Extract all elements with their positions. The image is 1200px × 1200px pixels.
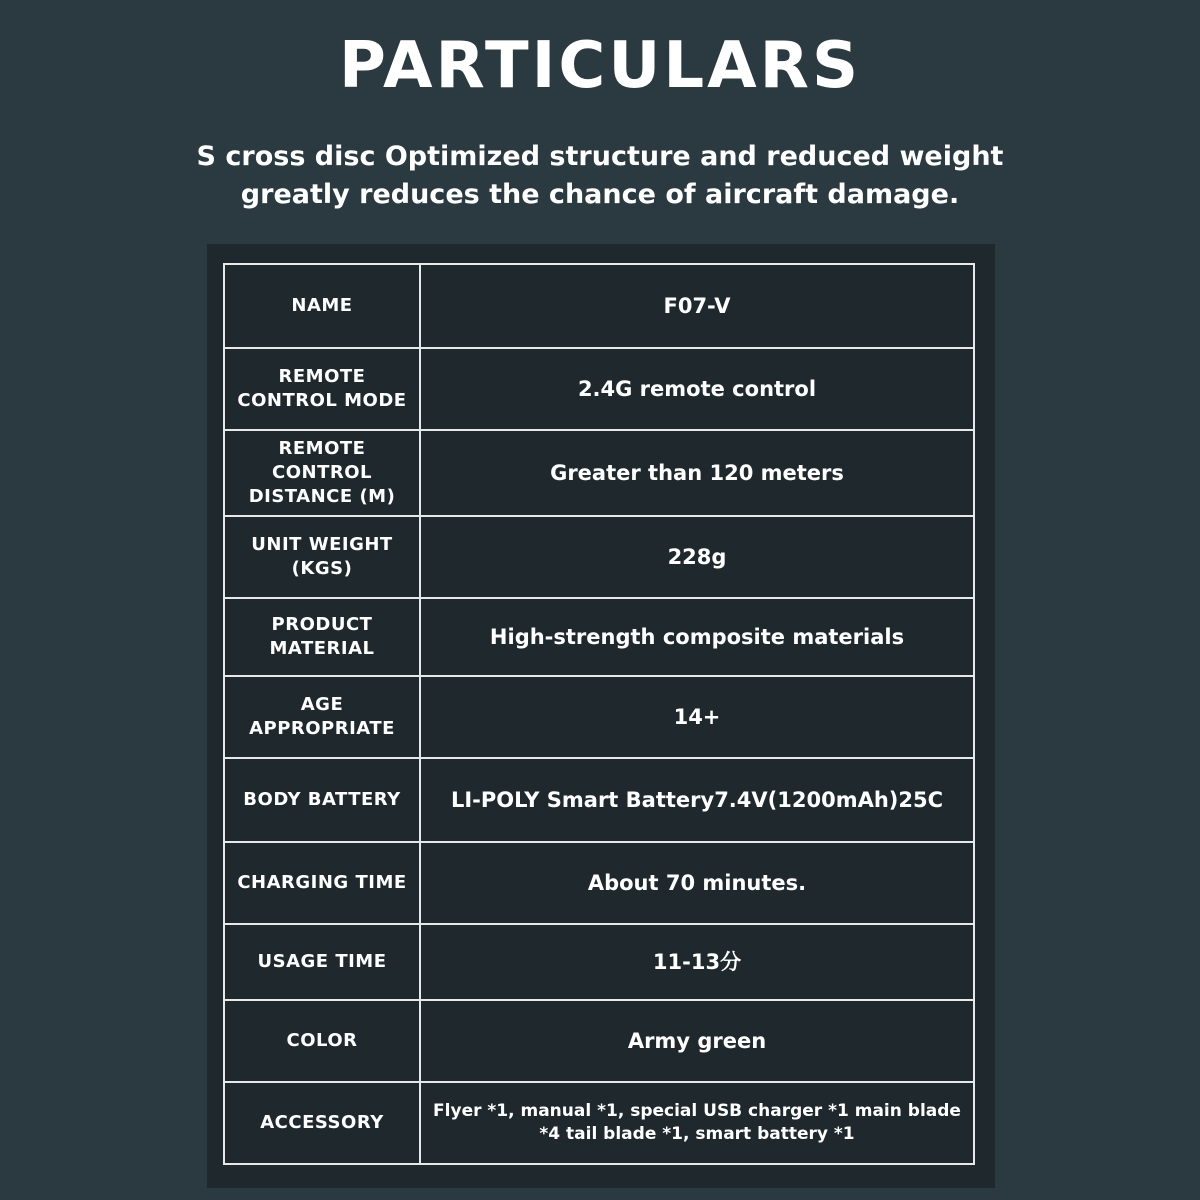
spec-row-accessory <box>224 1082 974 1164</box>
spec-value: 11-13分 <box>420 924 974 1000</box>
spec-row-color <box>224 1000 974 1082</box>
spec-row-body-battery <box>224 758 974 842</box>
spec-row-remote-control-distance <box>224 430 974 516</box>
spec-label: USAGE TIME <box>224 924 420 1000</box>
spec-label: NAME <box>224 264 420 348</box>
spec-row-usage-time <box>224 924 974 1000</box>
spec-row-product-material <box>224 598 974 676</box>
spec-label: PRODUCT MATERIAL <box>224 598 420 676</box>
spec-row-unit-weight <box>224 516 974 598</box>
spec-label: CHARGING TIME <box>224 842 420 924</box>
spec-value: Greater than 120 meters <box>420 430 974 516</box>
spec-value: About 70 minutes. <box>420 842 974 924</box>
spec-value: LI-POLY Smart Battery7.4V(1200mAh)25C <box>420 758 974 842</box>
spec-label: UNIT WEIGHT (KGS) <box>224 516 420 598</box>
spec-label: BODY BATTERY <box>224 758 420 842</box>
page-title: PARTICULARS <box>338 29 862 103</box>
spec-row-name <box>224 264 974 348</box>
spec-value: High-strength composite materials <box>420 598 974 676</box>
spec-table-panel <box>207 244 995 1188</box>
spec-value: Flyer *1, manual *1, special USB charger *1 main blade *4 tail blade *1, smart battery *1 <box>420 1082 974 1164</box>
spec-row-age-appropriate <box>224 676 974 758</box>
spec-value: 14+ <box>420 676 974 758</box>
spec-row-remote-control-mode <box>224 348 974 430</box>
spec-label: REMOTE CONTROL DISTANCE (M) <box>224 430 420 516</box>
spec-label: AGE APPROPRIATE <box>224 676 420 758</box>
subtitle-line-2: greatly reduces the chance of aircraft damage. <box>240 179 960 210</box>
subtitle-line-1: S cross disc Optimized structure and reduced weight <box>196 141 1004 172</box>
spec-row-charging-time <box>224 842 974 924</box>
spec-label: REMOTE CONTROL MODE <box>224 348 420 430</box>
spec-table <box>223 263 975 1165</box>
spec-value: 2.4G remote control <box>420 348 974 430</box>
spec-label: COLOR <box>224 1000 420 1082</box>
page-subtitle <box>0 138 1200 214</box>
spec-value: 228g <box>420 516 974 598</box>
spec-value: Army green <box>420 1000 974 1082</box>
spec-value: F07-V <box>420 264 974 348</box>
spec-label: ACCESSORY <box>224 1082 420 1164</box>
